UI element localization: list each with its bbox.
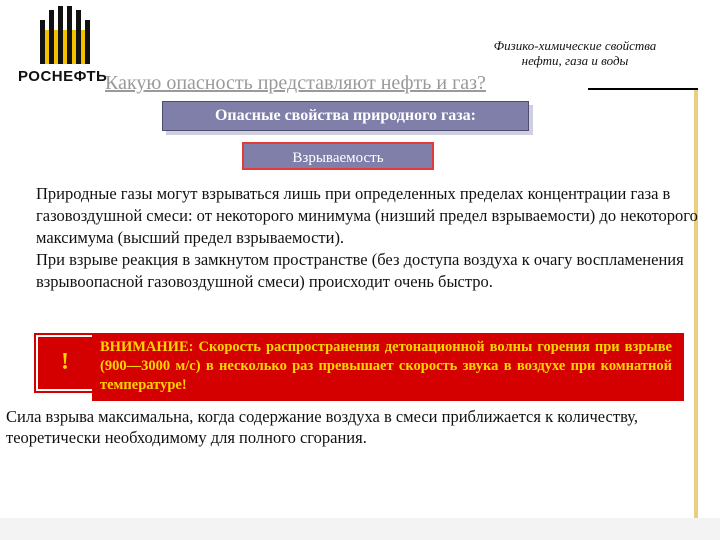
header-subtitle-line2: нефти, газа и воды	[521, 53, 629, 68]
section-title-box: Опасные свойства природного газа:	[162, 101, 529, 131]
footer-text	[6, 406, 696, 448]
rosneft-logo-icon	[40, 6, 96, 66]
right-accent-bar	[694, 90, 698, 520]
logo-text: РОСНЕФТЬ	[18, 68, 108, 85]
bottom-band	[0, 518, 720, 540]
body-paragraph-1: Природные газы могут взрываться лишь при определенных пределах концентрации газа в газовоздушной смеси: от некоторого минимума (низший предел взрываемости) до некоторого максимума (высший предел взрываемости).	[36, 184, 698, 247]
topic-label-box: Взрываемость	[242, 142, 434, 170]
header-subtitle	[440, 38, 710, 68]
body-text	[36, 183, 720, 293]
body-paragraph-2: При взрыве реакция в замкнутом пространстве (без доступа воздуха к очагу воспламенения взрывоопасной газовоздушной смеси) происходит очень быстро.	[36, 250, 684, 291]
page-title: Какую опасность представляют нефть и газ?	[105, 72, 486, 94]
header-underline	[588, 88, 698, 90]
header-subtitle-line1: Физико-химические свойства	[493, 38, 657, 53]
warning-box: ВНИМАНИЕ: Скорость распространения детонационной волны горения при взрыве (900—3000 м/с) в несколько раз превышает скорость звука в воздухе при комнатной температуре!	[92, 333, 684, 401]
warning-exclamation-icon: !	[36, 335, 94, 391]
footer-paragraph: Сила взрыва максимальна, когда содержание воздуха в смеси приближается к количеству, теоретически необходимому для полного сгорания.	[6, 407, 639, 447]
